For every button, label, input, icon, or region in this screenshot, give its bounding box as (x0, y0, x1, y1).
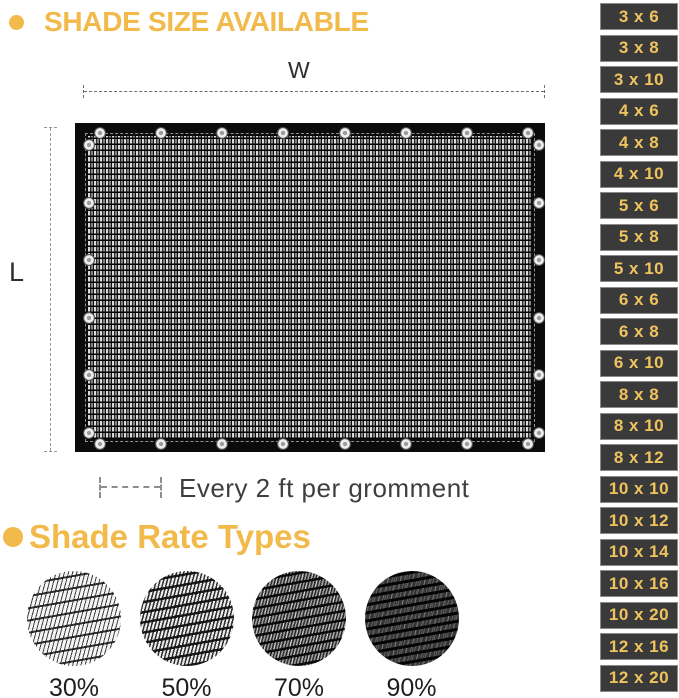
shade-rate-label: 90% (386, 674, 437, 698)
shade-rate-title: Shade Rate Types (29, 518, 311, 555)
shade-net (75, 123, 545, 452)
grommet-icon (461, 127, 473, 139)
shade-rate-label: 70% (273, 674, 325, 698)
grommet-spacing-bracket (99, 477, 162, 498)
grommet-icon (461, 438, 473, 450)
size-option: 6 x 6 (600, 287, 678, 314)
grommet-icon (216, 127, 228, 139)
mesh-swatch-icon (365, 571, 459, 666)
grommet-icon (155, 438, 167, 450)
bullet-icon (3, 527, 23, 547)
grommet-icon (83, 369, 95, 381)
grommet-icon (533, 139, 545, 151)
length-label: L (9, 257, 25, 287)
grommet-icon (83, 197, 95, 209)
shade-rate-label: 50% (161, 674, 212, 698)
grommet-icon (400, 127, 412, 139)
bullet-icon (9, 15, 24, 30)
size-option: 10 x 16 (600, 570, 678, 597)
length-dimension-line (44, 127, 57, 452)
size-option: 10 x 14 (600, 539, 678, 566)
size-option: 4 x 10 (600, 161, 678, 188)
size-option: 8 x 8 (600, 381, 678, 408)
grommet-icon (533, 197, 545, 209)
grommet-icon (339, 438, 351, 450)
shade-net-mesh (88, 136, 532, 439)
grommet-icon (277, 438, 289, 450)
grommet-icon (83, 312, 95, 324)
grommet-icon (155, 127, 167, 139)
size-option: 4 x 8 (600, 129, 678, 156)
size-option: 10 x 20 (600, 602, 678, 629)
size-option: 5 x 8 (600, 224, 678, 251)
size-option: 10 x 12 (600, 507, 678, 534)
shade-rate-item (252, 571, 346, 698)
size-option: 10 x 10 (600, 476, 678, 503)
shade-rate-swatches (27, 571, 459, 698)
grommet-icon (533, 312, 545, 324)
size-option: 4 x 6 (600, 98, 678, 125)
size-option: 3 x 8 (600, 35, 678, 62)
grommet-icon (533, 369, 545, 381)
size-option: 12 x 16 (600, 633, 678, 660)
shade-rate-item (27, 571, 121, 698)
size-option: 8 x 10 (600, 413, 678, 440)
size-options-list (600, 3, 678, 692)
width-label: W (288, 57, 310, 83)
shade-size-heading (9, 6, 369, 38)
grommet-icon (277, 127, 289, 139)
grommet-icon (533, 427, 545, 439)
mesh-swatch-icon (27, 571, 121, 666)
grommet-icon (522, 127, 534, 139)
size-option: 3 x 10 (600, 66, 678, 93)
shade-size-title: SHADE SIZE AVAILABLE (44, 6, 369, 37)
grommet-note: Every 2 ft per gromment (179, 473, 470, 503)
size-option: 8 x 12 (600, 444, 678, 471)
grommet-icon (400, 438, 412, 450)
grommet-icon (522, 438, 534, 450)
grommet-icon (94, 438, 106, 450)
grommet-icon (339, 127, 351, 139)
size-option: 6 x 8 (600, 318, 678, 345)
mesh-swatch-icon (140, 571, 234, 666)
mesh-swatch-icon (252, 571, 346, 666)
shade-rate-label: 30% (48, 674, 100, 698)
grommet-icon (83, 139, 95, 151)
size-option: 12 x 20 (600, 665, 678, 692)
grommet-icon (216, 438, 228, 450)
size-option: 5 x 10 (600, 255, 678, 282)
size-option: 6 x 10 (600, 350, 678, 377)
width-dimension-line (83, 85, 545, 98)
size-option: 5 x 6 (600, 192, 678, 219)
size-option: 3 x 6 (600, 3, 678, 30)
shade-rate-item (140, 571, 234, 698)
shade-rate-item (365, 571, 459, 698)
grommet-icon (94, 127, 106, 139)
grommet-icon (83, 427, 95, 439)
grommet-icon (83, 254, 95, 266)
shade-rate-heading (3, 518, 311, 556)
grommet-icon (533, 254, 545, 266)
